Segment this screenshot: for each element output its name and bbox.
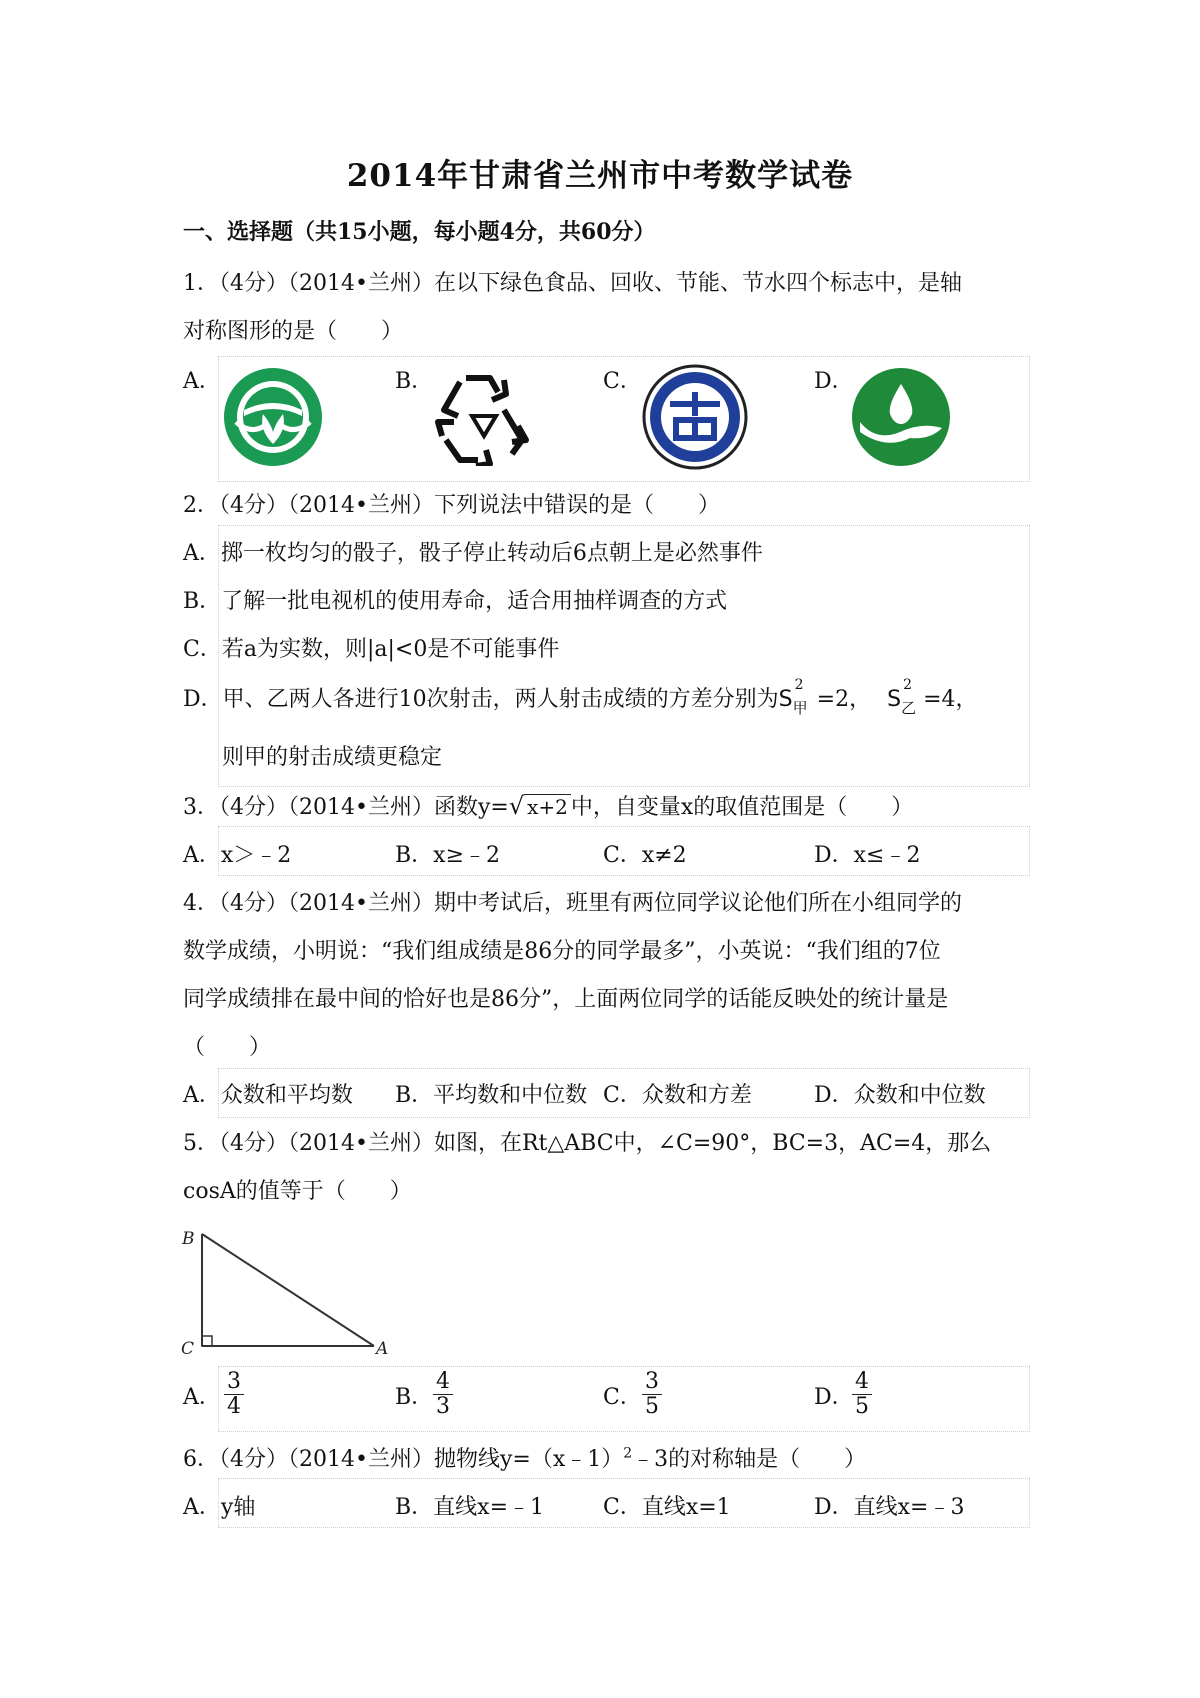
q4-stem-line2: 数学成绩，小明说：“我们组成绩是86分的同学最多”，小英说：“我们组的7位 [183,939,941,964]
vertex-c-label: C [181,1339,195,1358]
q4-option-c: C．众数和方差 [603,1083,752,1108]
section-heading: 一、选择题（共15小题，每小题4分，共60分） [183,219,656,245]
q5-option-d-fraction: $\frac{4}{5}$ [852,1370,872,1419]
q4-option-b: B．平均数和中位数 [395,1083,588,1108]
q2-option-c: C．若a为实数，则|a|<0是不可能事件 [183,637,560,662]
q1-option-c-label: C． [603,369,642,394]
right-triangle-figure [178,1224,408,1358]
q6-option-a: A．y轴 [183,1495,256,1520]
q4-stem-line3: 同学成绩排在最中间的恰好也是86分”，上面两位同学的话能反映处的统计量是 [183,987,949,1012]
green-food-logo-icon [222,366,324,468]
q1-option-d-label: D． [814,369,854,394]
vertex-a-label: A [376,1339,389,1358]
variance-jia-value: =2， [816,687,872,712]
water-saving-logo-icon [850,366,952,468]
variance-yi: S 2 乙 [887,677,917,717]
q6-option-c: C．直线x=1 [603,1495,731,1520]
q4-stem-line4: （ ） [183,1035,272,1060]
q1-stem-line2: 对称图形的是（ ） [183,319,404,344]
q5-option-b-label: B． [395,1385,434,1410]
q2-option-d-prefix: D．甲、乙两人各进行10次射击，两人射击成绩的方差分别为 [183,687,779,712]
q6-option-d: D．直线x=﹣3 [814,1495,965,1520]
q6-option-b: B．直线x=﹣1 [395,1495,545,1520]
q3-radicand: x+2 [524,794,571,819]
vertex-b-label: B [182,1229,195,1249]
q2-option-d [183,677,978,717]
q5-option-b-fraction: $\frac{4}{3}$ [433,1370,453,1419]
q4-option-a: A．众数和平均数 [183,1083,353,1108]
variance-jia: S 2 甲 [778,677,808,717]
q5-option-a-label: A． [183,1385,221,1410]
q3-option-c: C．x≠2 [603,843,687,868]
q5-option-d-label: D． [814,1385,854,1410]
q4-option-d: D．众数和中位数 [814,1083,986,1108]
q5-option-c-fraction: $\frac{3}{5}$ [642,1370,662,1419]
recycle-logo-icon [432,370,532,466]
page-title: 2014年甘肃省兰州市中考数学试卷 [346,158,854,194]
q5-stem-line2: cosA的值等于（ ） [183,1179,412,1204]
q3-stem: 3．（4分）（2014•兰州）函数y=√ x+2 中，自变量x的取值范围是（ ） [183,792,914,820]
q2-option-b: B．了解一批电视机的使用寿命，适合用抽样调查的方式 [183,589,728,614]
q1-option-b-label: B． [395,369,434,394]
q5-option-c-label: C． [603,1385,642,1410]
q1-stem-line1: 1．（4分）（2014•兰州）在以下绿色食品、回收、节能、节水四个标志中，是轴 [183,271,962,296]
q5-option-a-fraction: $\frac{3}{4}$ [224,1370,244,1419]
variance-yi-value: =4， [923,687,978,712]
q3-option-a: A．x＞﹣2 [183,843,292,868]
q5-stem-line1: 5．（4分）（2014•兰州）如图，在Rt△ABC中，∠C=90°，BC=3，AC=4，那么 [183,1131,992,1156]
q1-option-a-label: A． [183,369,221,394]
energy-saving-logo-icon [642,364,748,470]
q6-exponent: 2 [623,1445,633,1462]
q3-option-d: D．x≤﹣2 [814,843,921,868]
q3-option-b: B．x≥﹣2 [395,843,501,868]
q6-stem: 6．（4分）（2014•兰州）抛物线y=（x﹣1）$^2$﹣3的对称轴是（ ） [183,1445,867,1472]
q2-stem: 2．（4分）（2014•兰州）下列说法中错误的是（ ） [183,493,720,518]
q2-option-d-line2: 则甲的射击成绩更稳定 [222,745,443,770]
q2-option-a: A．掷一枚均匀的骰子，骰子停止转动后6点朝上是必然事件 [183,541,763,566]
q4-stem-line1: 4．（4分）（2014•兰州）期中考试后，班里有两位同学议论他们所在小组同学的 [183,891,962,916]
